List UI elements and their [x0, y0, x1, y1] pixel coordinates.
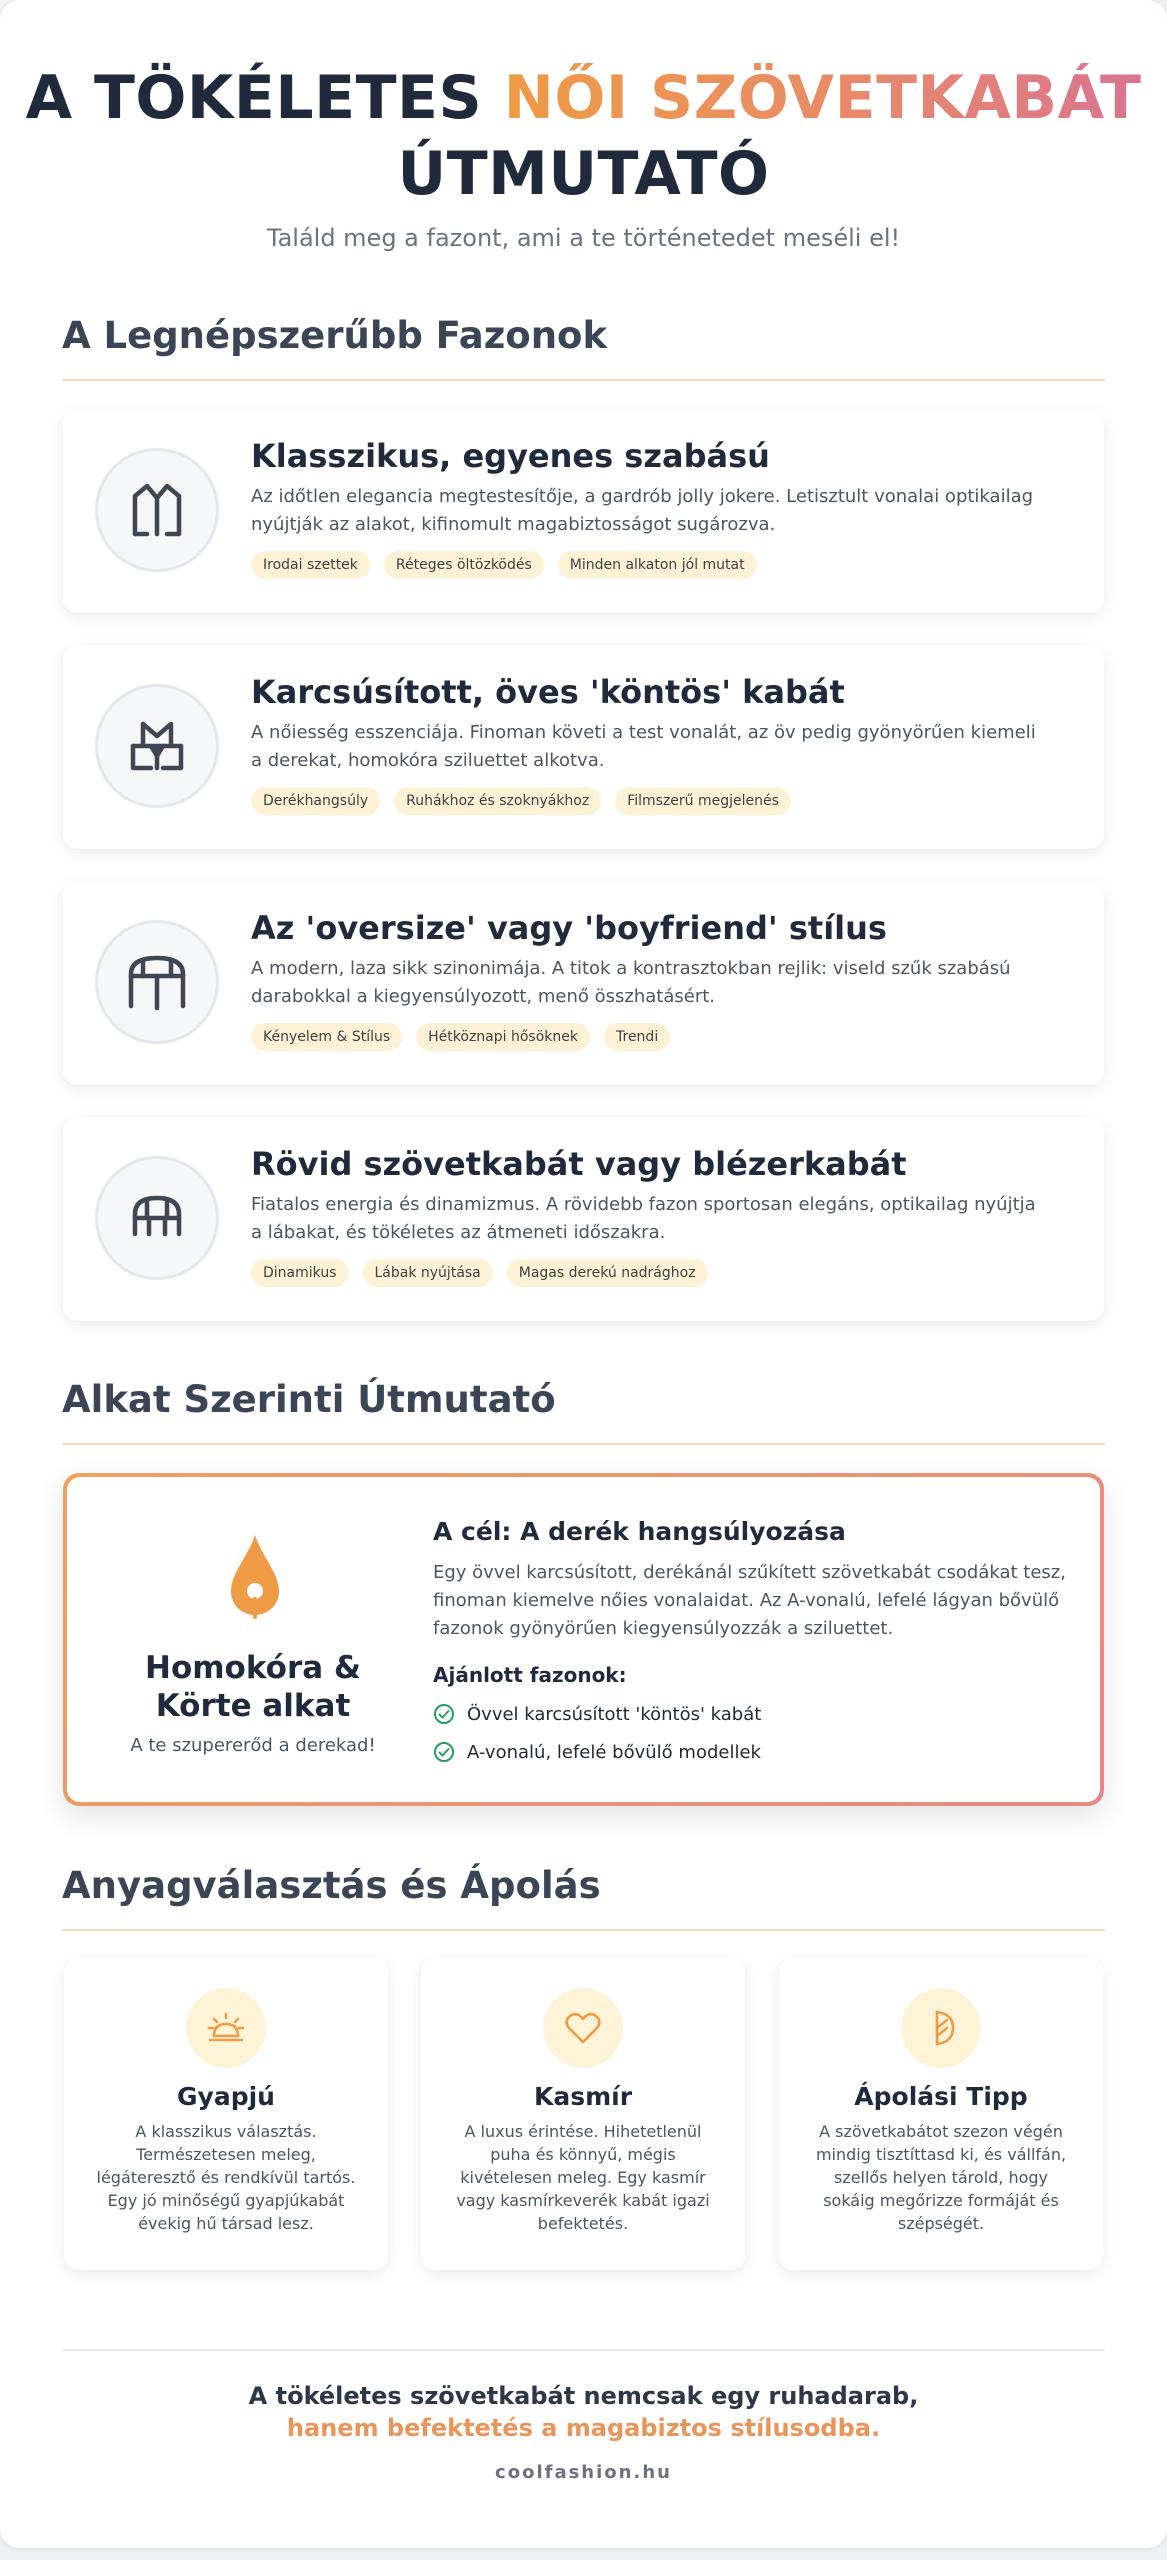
style-icon-circle — [95, 1156, 219, 1280]
tag: Réteges öltözködés — [384, 551, 544, 579]
body-type-line1: Homokóra & — [145, 1650, 361, 1686]
coat-icon — [121, 474, 193, 546]
sun-icon — [204, 2006, 248, 2050]
footer-line2: hanem befektetés a magabiztos stílusodba. — [286, 2414, 881, 2442]
material-icon-circle — [543, 1988, 623, 2068]
footer-divider — [62, 2349, 1105, 2351]
style-card-tags — [251, 1023, 670, 1051]
body-type-name — [67, 1649, 439, 1725]
material-description: A szövetkabátot szezon végén mindig tisztíttasd ki, és vállfán, szellős helyen tárold, hogy sokáig megőrizze formáját és szépségét. — [815, 2122, 1067, 2233]
belted-coat-icon — [121, 710, 193, 782]
tag: Hétköznapi hősöknek — [416, 1023, 590, 1051]
style-card-title: Karcsúsított, öves 'köntös' kabát — [251, 673, 845, 711]
heart-icon — [561, 2006, 605, 2050]
tag: Ruhákhoz és szoknyákhoz — [394, 787, 601, 815]
section-title-body-type: Alkat Szerinti Útmutató — [62, 1378, 1105, 1445]
location-pin-icon — [227, 1533, 283, 1619]
check-circle-icon — [433, 1741, 455, 1763]
tag: Trendi — [604, 1023, 670, 1051]
recommended-label: Ajánlott fazonok: — [433, 1663, 627, 1687]
short-coat-icon — [121, 1182, 193, 1254]
body-type-tagline: A te szupererőd a derekad! — [130, 1735, 376, 1756]
material-card — [779, 1958, 1103, 2270]
page-subtitle: Találd meg a fazont, ami a te történetedet meséli el! — [266, 224, 901, 252]
care-icon — [919, 2006, 963, 2050]
material-title: Ápolási Tipp — [854, 2082, 1028, 2111]
material-description: A klasszikus választás. Természetesen meleg, légáteresztő és rendkívül tartós. Egy jó minőségű gyapjúkabát évekig hű társad lesz. — [96, 2122, 356, 2233]
style-card-title: Az 'oversize' vagy 'boyfriend' stílus — [251, 909, 887, 947]
style-card-description: Fiatalos energia és dinamizmus. A rövidebb fazon sportosan elegáns, optikailag nyújtja a lábakat, és tökéletes az átmeneti időszakra. — [251, 1194, 1036, 1243]
title-line2: ÚTMUTATÓ — [397, 139, 770, 209]
recommended-item — [433, 1703, 761, 1725]
tag: Dinamikus — [251, 1259, 349, 1287]
goal-heading: A cél: A derék hangsúlyozása — [433, 1517, 846, 1546]
style-icon-circle — [95, 920, 219, 1044]
style-card — [63, 645, 1104, 849]
style-card — [63, 1117, 1104, 1321]
material-description: A luxus érintése. Hihetetlenül puha és könnyű, mégis kivételesen meleg. Egy kasmír vagy kasmírkeverék kabát igazi befektetés. — [456, 2122, 710, 2233]
tag: Derékhangsúly — [251, 787, 380, 815]
recommended-item — [433, 1741, 761, 1763]
recommended-item-label: Övvel karcsúsított 'köntös' kabát — [467, 1703, 762, 1725]
style-card-description: Az időtlen elegancia megtestesítője, a gardrób jolly jokere. Letisztult vonalai optikailag nyújtják az alakot, kifinomult magabiztosságot sugározva. — [251, 486, 1034, 535]
body-type-box — [63, 1473, 1104, 1806]
section-title-styles: A Legnépszerűbb Fazonok — [62, 314, 1105, 381]
style-card-description: A nőiesség esszenciája. Finoman követi a test vonalát, az öv pedig gyönyörűen kiemeli a derekat, homokóra sziluettet alkotva. — [251, 722, 1036, 771]
tag: Magas derekú nadrághoz — [507, 1259, 708, 1287]
check-circle-icon — [433, 1703, 455, 1725]
page-title — [0, 60, 1167, 212]
tag: Filmszerű megjelenés — [615, 787, 791, 815]
footer-site: coolfashion.hu — [495, 2462, 672, 2483]
tag: Minden alkaton jól mutat — [558, 551, 757, 579]
style-card-description: A modern, laza sikk szinonimája. A titok a kontrasztokban rejlik: viseld szűk szabású darabokkal a kiegyensúlyozott, menő összhatásért. — [251, 958, 1011, 1007]
oversize-coat-icon — [121, 946, 193, 1018]
style-card — [63, 881, 1104, 1085]
material-card — [421, 1958, 745, 2270]
tag: Irodai szettek — [251, 551, 370, 579]
material-card — [64, 1958, 388, 2270]
style-icon-circle — [95, 448, 219, 572]
tag: Kényelem & Stílus — [251, 1023, 402, 1051]
style-icon-circle — [95, 684, 219, 808]
style-card — [63, 409, 1104, 613]
style-card-tags — [251, 787, 791, 815]
material-title: Kasmír — [533, 2082, 633, 2111]
material-icon-circle — [901, 1988, 981, 2068]
title-dark: A TÖKÉLETES — [25, 63, 483, 133]
material-title: Gyapjú — [177, 2082, 275, 2111]
style-card-tags — [251, 1259, 708, 1287]
goal-description: Egy övvel karcsúsított, derékánál szűkített szövetkabát csodákat tesz, finoman kiemelve nőies vonalaidat. Az A-vonalú, lefelé lágyan bővülő fazonok gyönyörűen kiegyensúlyozzák a sziluettet. — [433, 1562, 1066, 1639]
footer-line1: A tökéletes szövetkabát nemcsak egy ruhadarab, — [248, 2382, 919, 2410]
body-type-line2: Körte alkat — [155, 1688, 351, 1724]
title-accent: NŐI SZÖVETKABÁT — [503, 63, 1142, 133]
section-title-materials: Anyagválasztás és Ápolás — [62, 1864, 1105, 1931]
style-card-title: Klasszikus, egyenes szabású — [251, 437, 770, 475]
style-card-tags — [251, 551, 757, 579]
material-icon-circle — [186, 1988, 266, 2068]
tag: Lábak nyújtása — [363, 1259, 493, 1287]
body-type-box-inner — [67, 1477, 1100, 1802]
style-card-title: Rövid szövetkabát vagy blézerkabát — [251, 1145, 907, 1183]
recommended-item-label: A-vonalú, lefelé bővülő modellek — [467, 1741, 761, 1763]
